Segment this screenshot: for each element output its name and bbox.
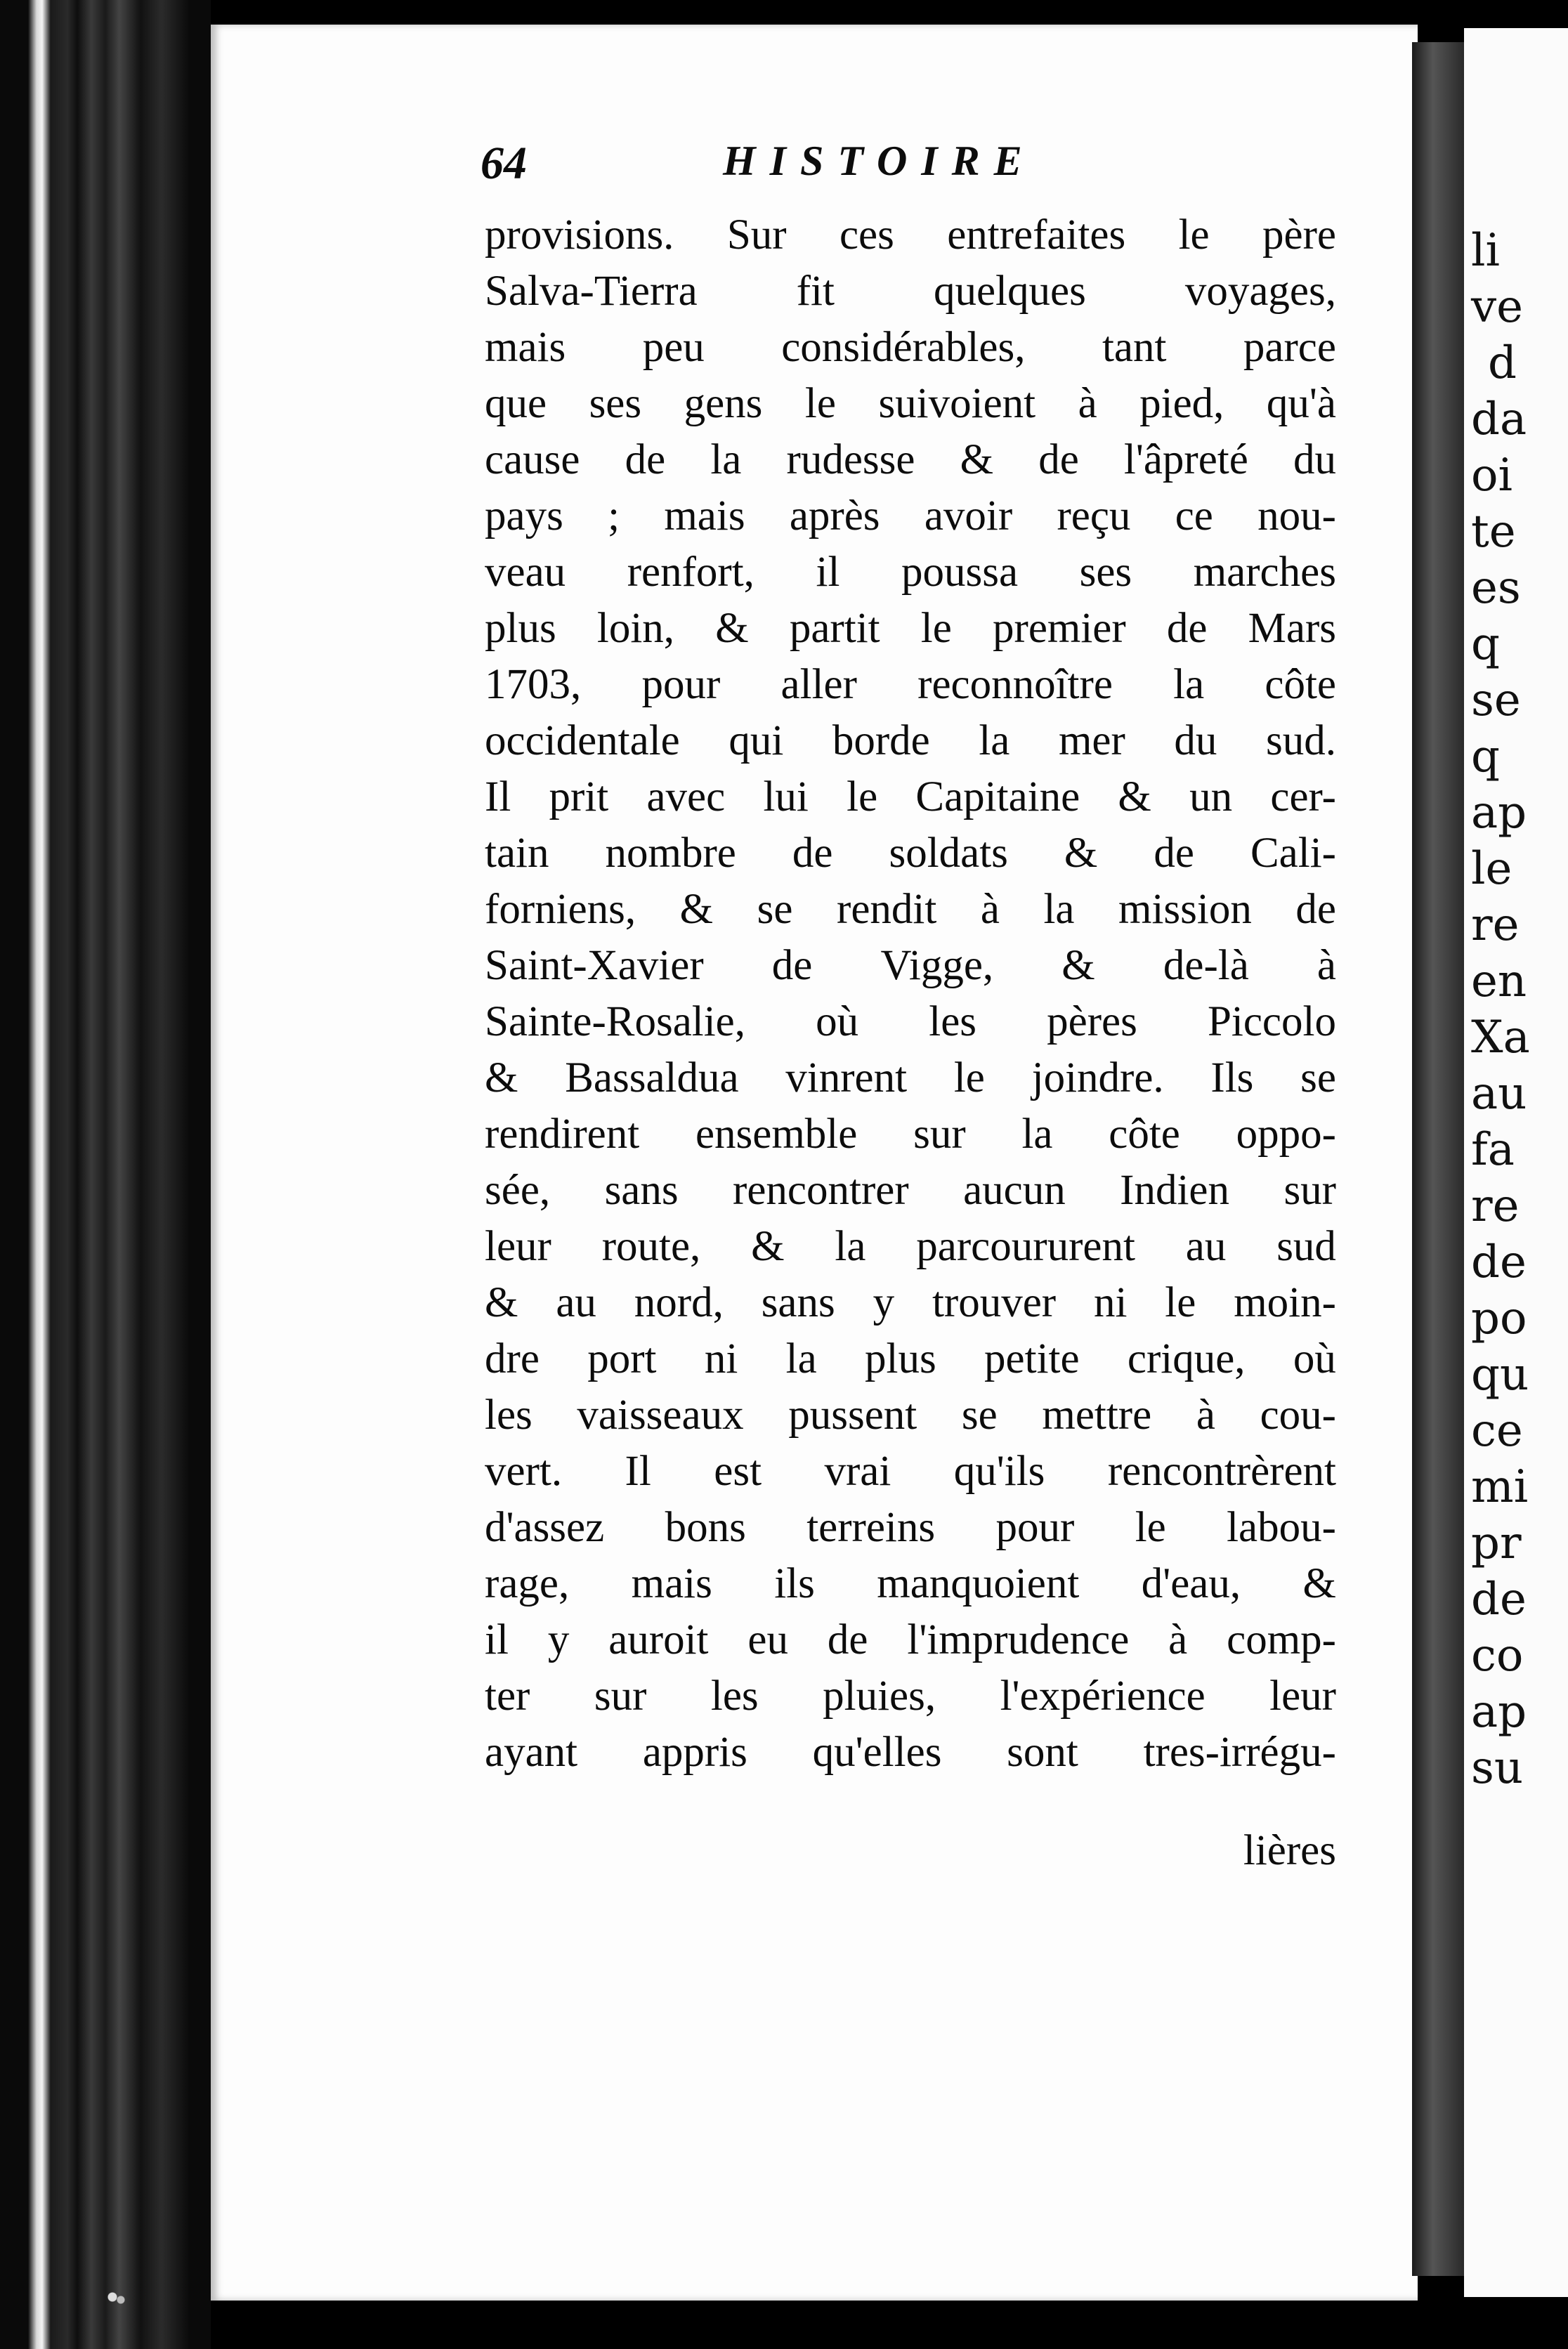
text-line: occidentale qui borde la mer du sud. [485,717,1336,764]
text-line: pays ; mais après avoir reçu ce nou- [485,492,1336,539]
facing-page-fragment: su [1471,1742,1524,1794]
text-line: Il prit avec lui le Capitaine & un cer- [485,773,1336,820]
facing-page-fragment: le [1471,843,1513,895]
text-line: sée, sans rencontrer aucun Indien sur [485,1167,1336,1214]
facing-page-fragment: qu [1471,1349,1529,1401]
facing-page-fragment: d [1488,337,1517,389]
facing-page-fragment: se [1471,674,1521,726]
facing-page-fragment: co [1471,1630,1524,1682]
page-number: 64 [481,138,527,189]
text-line: & au nord, sans y trouver ni le moin- [485,1279,1336,1326]
text-line: provisions. Sur ces entrefaites le père [485,211,1336,259]
text-line: Saint-Xavier de Vigge, & de-là à [485,942,1336,989]
text-line: les vaisseaux pussent se mettre à cou- [485,1392,1336,1439]
text-line: plus loin, & partit le premier de Mars [485,605,1336,652]
facing-page-fragment: mi [1471,1461,1529,1513]
page-fold [1412,42,1464,2276]
body-text [485,207,1336,1874]
facing-page-fragment: fa [1471,1124,1515,1176]
facing-page-fragment: au [1471,1068,1527,1120]
facing-page-fragment: ap [1471,1686,1527,1738]
facing-page-fragment: ap [1471,787,1527,839]
text-line: & Bassaldua vinrent le joindre. Ils se [485,1054,1336,1101]
facing-page-fragment: oi [1471,450,1513,502]
facing-page-fragment: es [1471,562,1521,614]
facing-page-fragment: ve [1471,281,1524,333]
catchword: lières [1243,1827,1336,1874]
text-line: rage, mais ils manquoient d'eau, & [485,1560,1336,1607]
facing-page-fragment: de [1471,1236,1527,1288]
facing-page-fragment: po [1471,1293,1527,1344]
text-line: dre port ni la plus petite crique, où [485,1335,1336,1382]
text-line: vert. Il est vrai qu'ils rencontrèrent [485,1448,1336,1495]
text-line: rendirent ensemble sur la côte oppo- [485,1111,1336,1158]
text-line: veau renfort, il poussa ses marches [485,549,1336,596]
text-line: Salva-Tierra fit quelques voyages, [485,268,1336,315]
text-line: tain nombre de soldats & de Cali- [485,830,1336,877]
text-line: leur route, & la parcoururent au sud [485,1223,1336,1270]
facing-page-fragment: Xa [1471,1012,1530,1064]
facing-page-fragment: q [1471,731,1500,783]
text-line: ter sur les pluies, l'expérience leur [485,1673,1336,1720]
running-title: HISTOIRE [723,138,1036,184]
text-line: cause de la rudesse & de l'âpreté du [485,436,1336,483]
facing-page-fragment: da [1471,393,1527,445]
facing-page [1464,28,1568,2297]
text-line: ayant appris qu'elles sont tres-irrégu- [485,1729,1336,1776]
text-line: forniens, & se rendit à la mission de [485,886,1336,933]
facing-page-fragment: te [1471,506,1516,558]
facing-page-fragment: en [1471,955,1527,1007]
text-line: 1703, pour aller reconnoître la côte [485,661,1336,708]
scan-mark [91,2283,133,2311]
text-line: il y auroit eu de l'imprudence à comp- [485,1616,1336,1663]
facing-page-fragment: pr [1471,1517,1522,1569]
facing-page-fragment: q [1471,618,1500,670]
text-line: que ses gens le suivoient à pied, qu'à [485,380,1336,427]
facing-page-fragment: de [1471,1573,1527,1625]
facing-page-fragment: ce [1471,1405,1523,1457]
book-spine [0,0,211,2349]
running-head [481,137,1338,200]
facing-page-fragment: re [1471,899,1520,951]
text-line: Sainte-Rosalie, où les pères Piccolo [485,998,1336,1045]
text-line: mais peu considérables, tant parce [485,324,1336,371]
facing-page-fragment: re [1471,1180,1520,1232]
text-line: d'assez bons terreins pour le labou- [485,1504,1336,1551]
facing-page-fragment: li [1471,225,1500,277]
